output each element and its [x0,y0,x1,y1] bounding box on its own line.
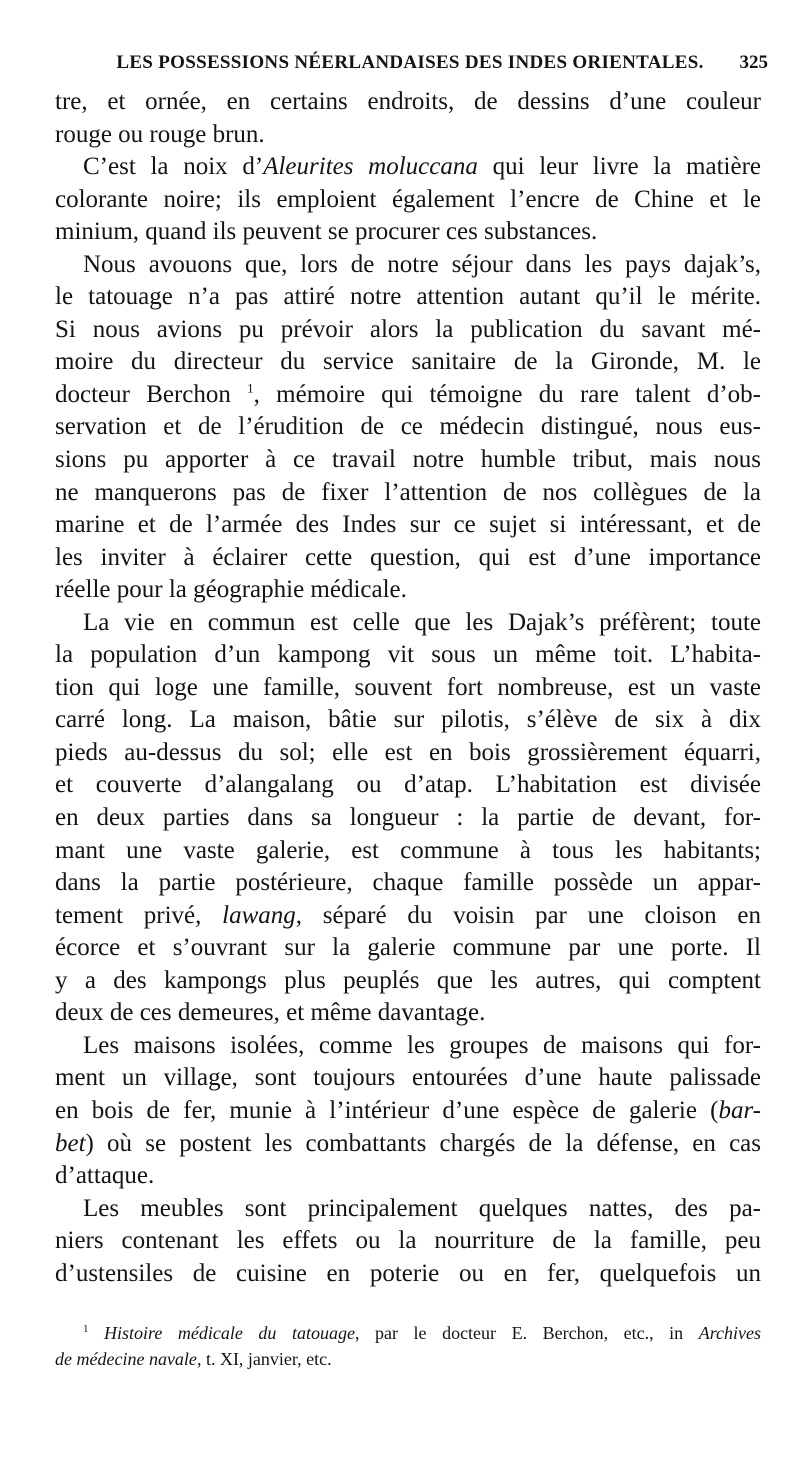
text-line: ment un village, sont toujours entourées d’une haute palissade [55,1064,761,1092]
running-title: LES POSSESSIONS NÉERLANDAISES DES INDES ORIENTALES. [116,52,704,73]
text-line: pieds au-dessus du sol; elle est en bois grossièrement équarri, [55,738,761,766]
text-line: moire du directeur du service sanitaire de la Gironde, M. le [55,348,761,376]
text-line: sions pu apporter à ce travail notre humble tribut, mais nous [55,446,761,474]
text-line: deux de ces demeures, et même davantage. [55,999,486,1027]
footnote-mark: 1 [83,1323,89,1335]
text-line: d’attaque. [55,1162,155,1190]
paragraph-start-line: Les maisons isolées, comme les groupes de maisons qui for- [83,1031,761,1059]
paragraph-start-line: Les meubles sont principalement quelques nattes, des pa- [83,1194,761,1222]
italic-term: bet [55,1129,86,1157]
text-line: colorante noire; ils emploient également l’encre de Chine et le [55,185,761,213]
text-line: réelle pour la géographie médicale. [55,576,407,604]
text-line: tre, et ornée, en certains endroits, de dessins d’une couleur [55,88,761,115]
paragraph-start-line [55,151,761,184]
text-line: la population d’un kampong vit sous un même toit. L’habita- [55,641,761,669]
text-line: et couverte d’alangalang ou d’atap. L’habitation est divisée [55,771,761,799]
italic-species-name: Aleurites moluccana [263,153,478,181]
text-span: qui leur livre la matière [477,153,761,181]
text-line: rouge ou rouge brun. [55,120,265,148]
italic-title: Histoire médicale du tatouage [104,1323,355,1343]
text-span: , t. XI, janvier, etc. [196,1349,332,1369]
text-line: servation et de l’érudition de ce médecin distingué, nous eus- [55,413,761,441]
text-line: Si nous avions pu prévoir alors la publication du savant mé- [55,315,761,343]
text-span: , mémoire qui témoigne du rare talent d’ob- [253,380,761,408]
text-span: C’est la noix d’ [83,153,264,181]
text-line: tion qui loge une famille, souvent fort nombreuse, est un vaste [55,673,761,701]
footnote-reference: 1 [247,380,254,396]
text-span: , par le docteur E. Berchon, etc., in [354,1323,699,1343]
text-span: ) où se postent les combattants chargés de la défense, en cas [85,1129,761,1157]
text-span: tement privé, [55,901,223,929]
text-line [55,1095,761,1128]
text-line: y a des kampongs plus peuplés que les autres, qui comptent [55,966,761,994]
text-line: minium, quand ils peuvent se procurer ces substances. [55,218,598,246]
italic-term: lawang [222,901,296,929]
text-line: d’ustensiles de cuisine en poterie ou en fer, quelquefois un [55,1259,761,1287]
text-span: docteur Berchon [55,380,248,408]
italic-term: bar- [718,1096,761,1124]
text-span: , séparé du voisin par une cloison en [295,901,761,929]
body-text [55,86,761,1290]
text-line: mant une vaste galerie, est commune à tous les habitants; [55,836,761,864]
text-line: marine et de l’armée des Indes sur ce sujet si intéressant, et de [55,511,761,539]
text-line: les inviter à éclairer cette question, qui est d’une importance [55,543,761,571]
text-line [55,1128,761,1161]
text-line [55,900,761,933]
footnote [55,1320,761,1372]
text-line: en deux parties dans sa longueur : la partie de devant, for- [55,804,761,832]
text-line: carré long. La maison, bâtie sur pilotis, s’élève de six à dix [55,706,761,734]
text-span: en bois de fer, munie à l’intérieur d’une espèce de galerie ( [55,1096,719,1124]
text-line: dans la partie postérieure, chaque famille possède un appar- [55,869,761,897]
text-line: niers contenant les effets ou la nourriture de la famille, peu [55,1227,761,1255]
italic-title: de médecine navale [55,1349,197,1369]
paragraph-start-line: Nous avouons que, lors de notre séjour dans les pays dajak’s, [83,250,761,278]
page-header [100,52,768,82]
footnote-line [55,1320,761,1346]
footnote-line [55,1346,761,1372]
italic-title: Archives [698,1323,762,1343]
text-line [55,379,761,412]
text-line: écorce et s’ouvrant sur la galerie commune par une porte. Il [55,934,761,962]
paragraph-start-line: La vie en commun est celle que les Dajak’s préfèrent; toute [83,608,761,636]
text-line: le tatouage n’a pas attiré notre attention autant qu’il le mérite. [55,283,761,311]
page-number: 325 [739,52,768,73]
text-line: ne manquerons pas de fixer l’attention de nos collègues de la [55,478,761,506]
